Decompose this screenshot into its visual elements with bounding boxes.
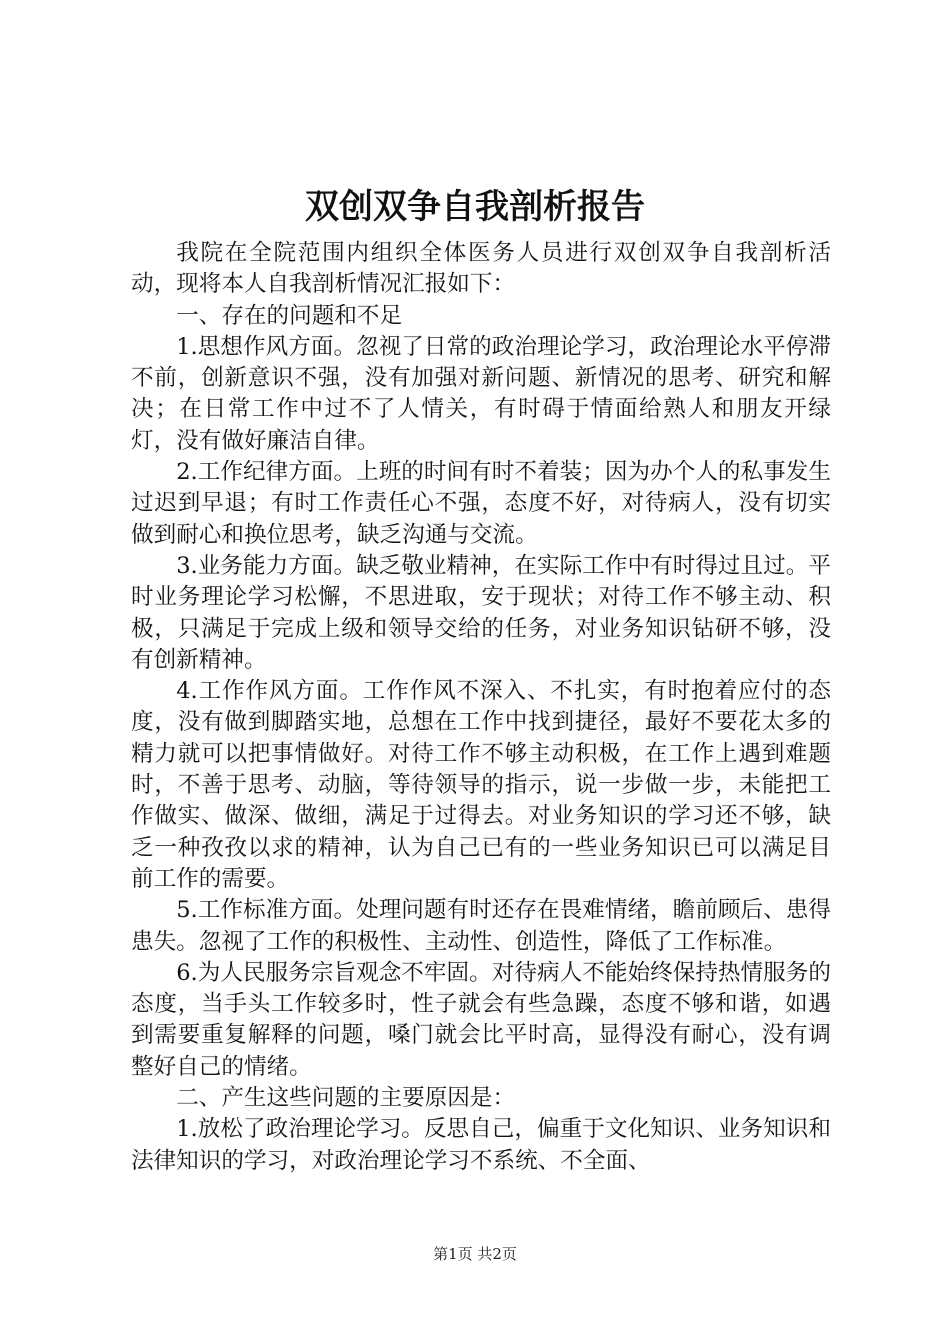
paragraph-item-1: 1.思想作风方面。忽视了日常的政治理论学习，政治理论水平停滞不前，创新意识不强，没有加强对新问题、新情况的思考、研究和解决；在日常工作中过不了人情关，有时碍于情面给熟人和朋友开绿灯，没有做好廉洁自律。	[131, 333, 831, 454]
paragraph-cause-1: 1.放松了政治理论学习。反思自己，偏重于文化知识、业务知识和法律知识的学习，对政治理论学习不系统、不全面、	[131, 1116, 831, 1174]
page-footer: 第1页 共2页	[433, 1245, 517, 1263]
paragraph-item-6: 6.为人民服务宗旨观念不牢固。对待病人不能始终保持热情服务的态度，当手头工作较多时，性子就会有些急躁，态度不够和谐，如遇到需要重复解释的问题，嗓门就会比平时高，显得没有耐心，没有调整好自己的情绪。	[131, 959, 831, 1080]
paragraph-item-4: 4.工作作风方面。工作作风不深入、不扎实，有时抱着应付的态度，没有做到脚踏实地，总想在工作中找到捷径，最好不要花太多的精力就可以把事情做好。对待工作不够主动积极，在工作上遇到难题时，不善于思考、动脑，等待领导的指示，说一步做一步，未能把工作做实、做深、做细，满足于过得去。对业务知识的学习还不够，缺乏一种孜孜以求的精神，认为自己已有的一些业务知识已可以满足目前工作的需要。	[131, 678, 831, 892]
document-title: 双创双争自我剖析报告	[305, 187, 645, 227]
section-heading-causes: 二、产生这些问题的主要原因是：	[176, 1085, 516, 1112]
document-body	[131, 238, 831, 1177]
paragraph-item-5: 5.工作标准方面。处理问题有时还存在畏难情绪，瞻前顾后、患得患失。忽视了工作的积极性、主动性、创造性，降低了工作标准。	[131, 897, 831, 955]
paragraph-intro: 我院在全院范围内组织全体医务人员进行双创双争自我剖析活动，现将本人自我剖析情况汇报如下：	[131, 240, 831, 298]
paragraph-item-2: 2.工作纪律方面。上班的时间有时不着装；因为办个人的私事发生过迟到早退；有时工作责任心不强，态度不好，对待病人，没有切实做到耐心和换位思考，缺乏沟通与交流。	[131, 459, 831, 548]
section-heading-problems: 一、存在的问题和不足	[176, 302, 403, 329]
paragraph-item-3: 3.业务能力方面。缺乏敬业精神，在实际工作中有时得过且过。平时业务理论学习松懈，不思进取，安于现状；对待工作不够主动、积极，只满足于完成上级和领导交给的任务，对业务知识钻研不够，没有创新精神。	[131, 552, 831, 673]
